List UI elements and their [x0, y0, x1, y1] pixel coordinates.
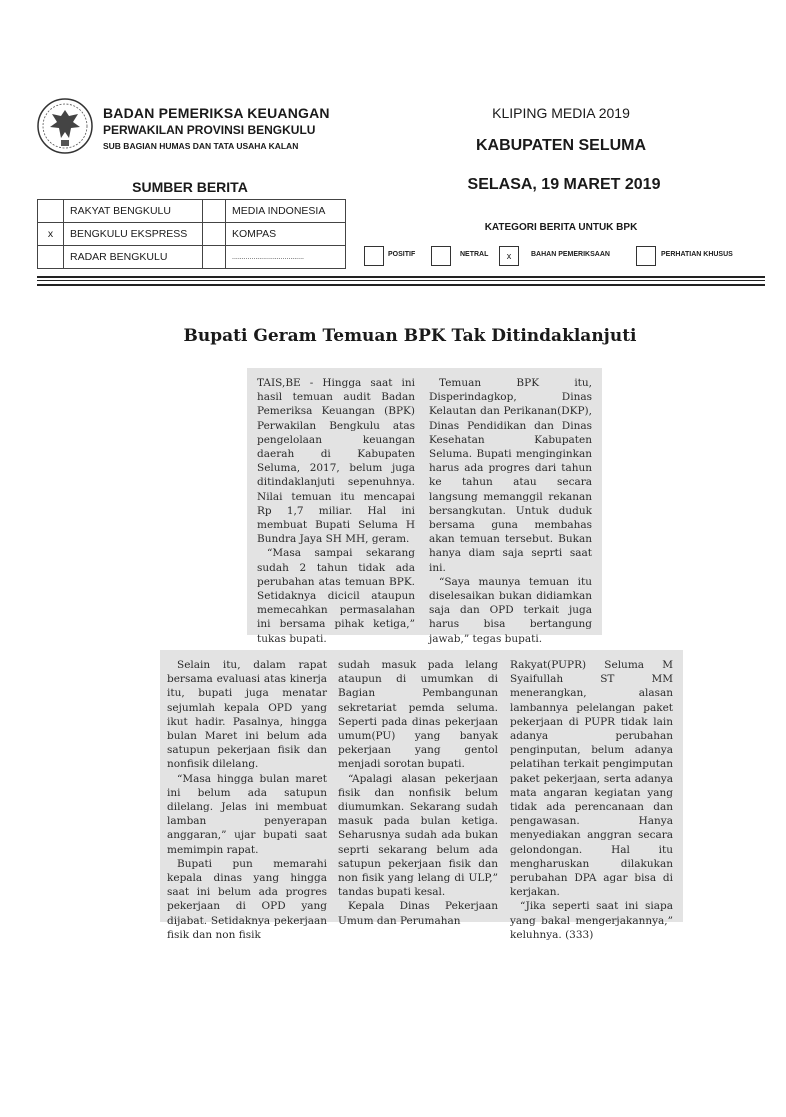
table-row [38, 200, 346, 223]
source-mark [38, 246, 64, 269]
org-sub: SUB BAGIAN HUMAS DAN TATA USAHA KALAN [103, 141, 299, 151]
paragraph: “Masa sampai sekarang sudah 2 tahun tidak ada perubahan atas temuan BPK. Setidaknya dicicil ataupun memecahkan permasalahan ini bersama pihak ketiga,” tukas bupati. [257, 547, 415, 645]
divider [37, 284, 765, 286]
source-mark [38, 200, 64, 223]
paragraph: sudah masuk pada lelang ataupun di umumkan di Bagian Pembangunan sekretariat pemda seluma. Seperti pada dinas pekerjaan umum(PU) yang banyak pekerjaan yang gentol menjadi sorotan bupati. [338, 659, 498, 771]
source-mark: x [38, 223, 64, 246]
paragraph: Bupati pun memarahi kepala dinas yang hingga saat ini belum ada progres pekerjaan di OPD yang dijabat. Setidaknya pekerjaan fisik dan non fisik [167, 857, 327, 941]
checkbox-perhatian-khusus[interactable] [636, 246, 656, 266]
region-title: KABUPATEN SELUMA [475, 137, 647, 154]
source-mark [203, 200, 226, 223]
source-name: KOMPAS [226, 223, 346, 246]
paragraph: Rakyat(PUPR) Seluma M Syaifullah ST MM menerangkan, alasan lambannya pelelangan paket pekerjaan di PUPR tidak lain adanya perubahan penginputan, belum adanya pelatihan terkait pengimputan paket pekerjaan, serta adanya mata angaran kegiatan yang tidak ada perencanaan dan pengawasan. Hanya menyediakan anggran secara gelondongan. Hal itu mengharuskan dilakukan perubahan DPA agar bisa di kerjakan. [510, 659, 673, 899]
checkbox-positif[interactable] [364, 246, 384, 266]
source-name: RAKYAT BENGKULU [64, 200, 203, 223]
paragraph: “Saya maunya temuan itu diselesaikan bukan didiamkan saja dan OPD terkait juga harus bisa bertangung jawab,” tegas bupati. [429, 575, 592, 645]
org-name: BADAN PEMERIKSA KEUANGAN [103, 105, 330, 121]
kliping-title: KLIPING MEDIA 2019 [492, 105, 630, 121]
article-column [167, 658, 327, 942]
table-row [38, 246, 346, 269]
divider [37, 276, 765, 278]
checkbox-netral[interactable] [431, 246, 451, 266]
article-column [429, 376, 592, 646]
checkbox-label: PERHATIAN KHUSUS [661, 251, 733, 258]
article-headline: Bupati Geram Temuan BPK Tak Ditindaklanjuti [183, 326, 637, 346]
bpk-garuda-logo-icon [36, 96, 94, 156]
checkbox-netral-mark[interactable]: x [499, 246, 519, 266]
checkbox-label: POSITIF [388, 251, 416, 258]
article-clipping-2 [160, 650, 683, 941]
article-column [257, 376, 415, 646]
sources-table [37, 199, 346, 269]
source-name: MEDIA INDONESIA [226, 200, 346, 223]
table-row [38, 223, 346, 246]
paragraph: “Masa hingga bulan maret ini belum ada satupun dilelang. Jelas ini membuat lamban penyerapan anggaran,” ujar bupati saat memimpin rapat. [167, 772, 327, 856]
paragraph: TAIS,BE - Hingga saat ini hasil temuan audit Badan Pemeriksa Keuangan (BPK) Perwakilan Bengkulu atas pengelolaan keuangan daerah di Kabupaten Seluma, 2017, belum juga ditindaklanjuti sepenuhnya. Nilai temuan itu mencapai Rp 1,7 miliar. Hal ini membuat Bupati Seluma H Bundra Jaya SH MH, geram. [257, 377, 415, 546]
paragraph: Selain itu, dalam rapat bersama evaluasi atas kinerja itu, bupati juga menatar sejumlah kepala OPD yang ikut hadir. Pasalnya, hingga bulan Maret ini belum ada satupun pekerjaan fisik dan nonfisik dilelang. [167, 659, 327, 771]
paragraph: Temuan BPK itu, Disperindagkop, Dinas Kelautan dan Perikanan(DKP), Dinas Pendidikan dan Dinas Kesehatan Kabupaten Seluma. Bupati menginginkan harus ada progres dari tahun ke tahun atau secara langsung memanggil rekanan bersangkutan. Untuk duduk bersama guna membahas akan temuan tersebut. Bukan hanya diam saja seprti saat ini. [429, 377, 592, 574]
source-name: ..................................... [226, 246, 346, 269]
paragraph: “Apalagi alasan pekerjaan fisik dan nonfisik belum diumumkan. Sekarang sudah masuk pada bulan ketiga. Seharusnya sudah ada bukan seprti sekarang belum ada satupun pekerjaan fisik dan non fisik yang lelang di ULP,” tandas bupati kesal. [338, 772, 498, 899]
source-mark [203, 246, 226, 269]
source-name: BENGKULU EKSPRESS [64, 223, 203, 246]
source-mark [203, 223, 226, 246]
divider [37, 280, 765, 281]
sources-title: SUMBER BERITA [132, 179, 248, 195]
org-branch: PERWAKILAN PROVINSI BENGKULU [103, 123, 316, 137]
category-title: KATEGORI BERITA UNTUK BPK [484, 222, 638, 233]
article-clipping-1 [247, 368, 602, 645]
date-title: SELASA, 19 MARET 2019 [467, 176, 661, 193]
paragraph: Kepala Dinas Pekerjaan Umum dan Perumahan [338, 900, 498, 927]
checkbox-label: NETRAL [460, 251, 489, 258]
paragraph: “Jika seperti saat ini siapa yang bakal mengerjakannya,” keluhnya. (333) [510, 900, 673, 941]
source-name: RADAR BENGKULU [64, 246, 203, 269]
article-column [338, 658, 498, 928]
checkbox-label: BAHAN PEMERIKSAAN [531, 251, 610, 258]
article-column [510, 658, 673, 942]
